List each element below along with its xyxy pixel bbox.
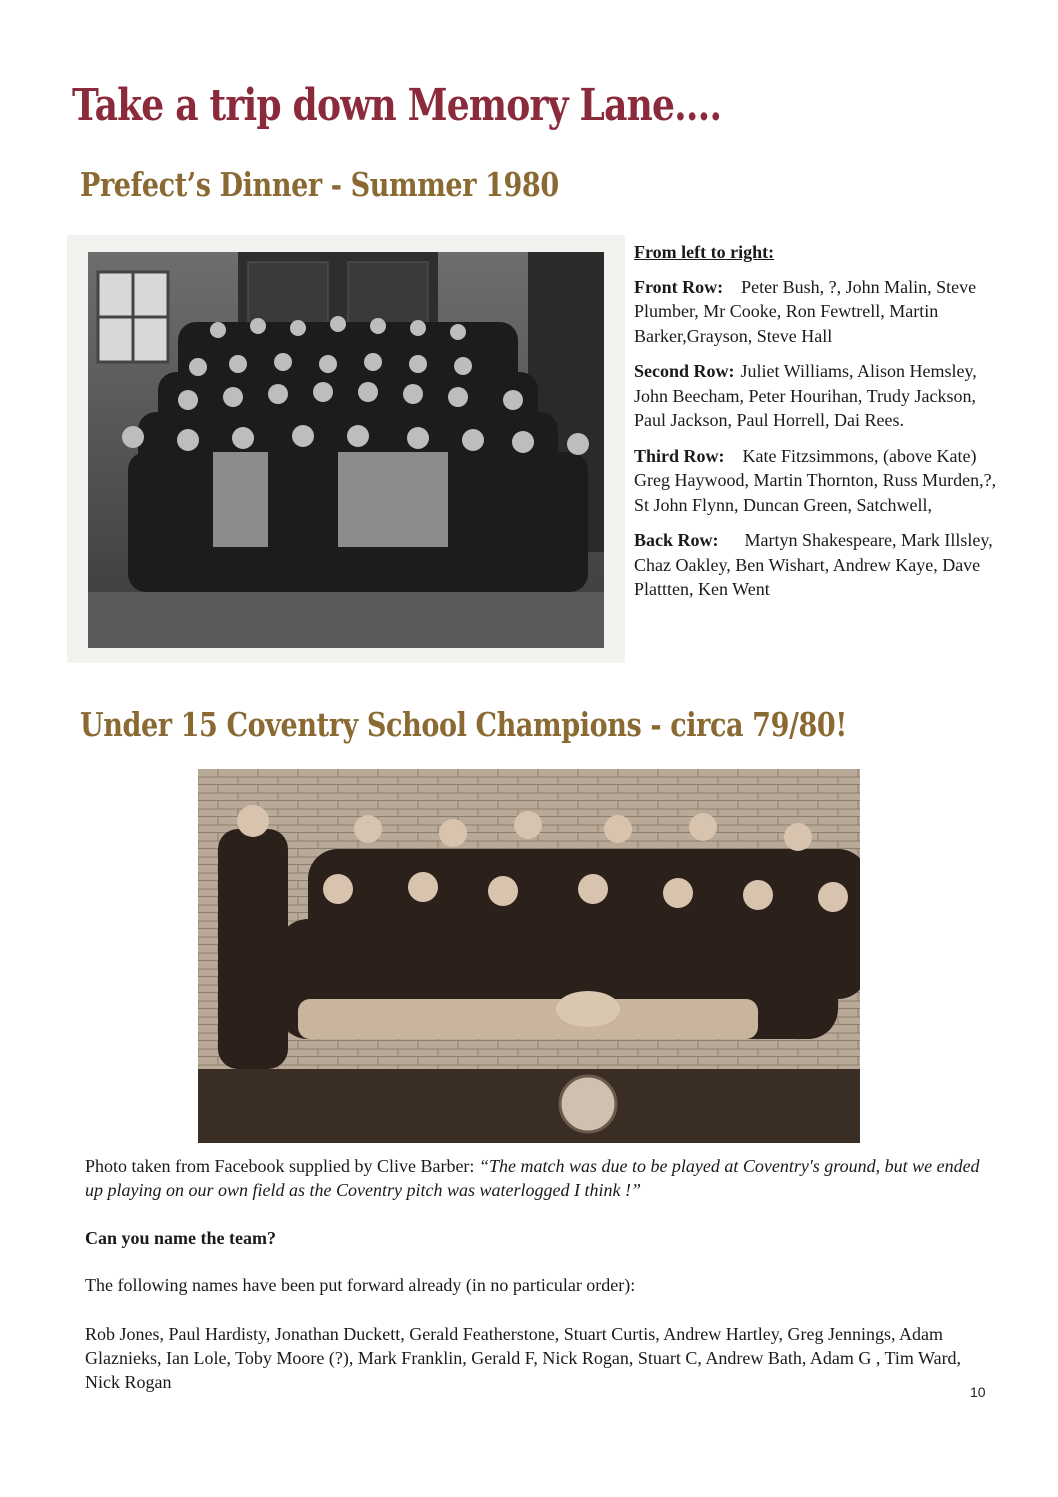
row-label: Third Row: (634, 445, 725, 466)
page-title: Take a trip down Memory Lane…. (72, 80, 722, 131)
page-number: 10 (970, 1384, 986, 1400)
caption-heading: From left to right: (634, 242, 775, 262)
row-names: Juliet Williams, Alison Hemsley, John Beecham, Peter Hourihan, Trudy Jackson, Paul Jackson, Paul Horrell, Dai Rees. (634, 361, 977, 430)
row-label: Front Row: (634, 276, 724, 297)
section-heading-prefects: Prefect’s Dinner - Summer 1980 (80, 165, 559, 204)
team-photo-text (85, 1154, 985, 1394)
row-names: Martyn Shakespeare, Mark Illsley, Chaz Oakley, Ben Wishart, Andrew Kaye, Dave Plattten, Ken Went (634, 530, 993, 599)
photo-credit: Photo taken from Facebook supplied by Clive Barber: (85, 1156, 479, 1176)
caption-back-row (634, 528, 1004, 602)
rugby-team-photo (198, 769, 860, 1143)
caption-front-row (634, 275, 1004, 349)
row-label: Back Row: (634, 530, 719, 550)
rugby-photo-image (198, 769, 860, 1143)
row-names: Peter Bush, ?, John Malin, Steve Plumber, Mr Cooke, Ron Fewtrell, Martin Barker,Grayson, Steve Hall (634, 276, 977, 346)
row-label: Second Row: (634, 361, 735, 381)
photo-quote: “The match was due to be played at Coventry's ground, but we ended up playing on our own field as the Coventry pitch was waterlogged I think !” (85, 1156, 980, 1200)
prefects-caption (634, 240, 1004, 613)
photo-credit-paragraph (85, 1154, 985, 1202)
team-question: Can you name the team? (85, 1228, 276, 1248)
row-names: Kate Fitzsimmons, (above Kate) Greg Haywood, Martin Thornton, Russ Murden,?, St John Flynn, Duncan Green, Satchwell, (634, 445, 997, 515)
caption-second-row (634, 359, 1004, 433)
names-list: Rob Jones, Paul Hardisty, Jonathan Duckett, Gerald Featherstone, Stuart Curtis, Andrew Hartley, Greg Jennings, Adam Glaznieks, Ian Lole, Toby Moore (?), Mark Franklin, Gerald F, Nick Rogan, Stuart C, Andrew Bath, Adam G , Tim Ward, Nick Rogan (85, 1324, 962, 1392)
prefects-photo-image (88, 252, 604, 648)
names-intro: The following names have been put forward already (in no particular order): (85, 1275, 636, 1295)
caption-third-row (634, 444, 1004, 518)
section-heading-champions: Under 15 Coventry School Champions - circa 79/80! (80, 705, 847, 744)
prefects-group-photo (68, 236, 624, 662)
